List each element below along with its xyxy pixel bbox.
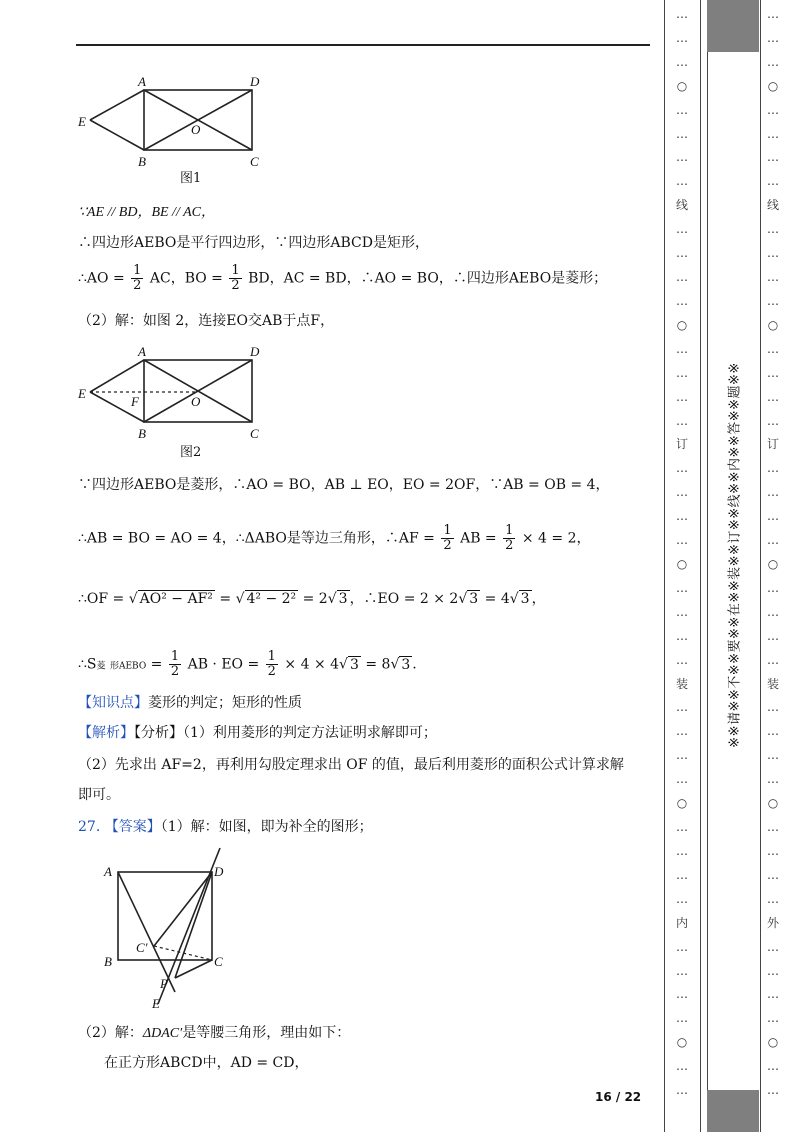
binding-mark: … xyxy=(767,987,779,1002)
binding-mark: … xyxy=(676,365,688,380)
binding-mark: … xyxy=(676,54,688,69)
binding-mark: … xyxy=(767,150,779,165)
line-5: ∵四边形AEBO是菱形，∴AO = BO，AB ⊥ EO，EO = 2OF，∵AB = OB = 4， xyxy=(78,477,610,493)
header-rule xyxy=(76,44,650,46)
binding-mark: … xyxy=(767,389,779,404)
binding-mark: … xyxy=(676,7,688,21)
binding-mark: … xyxy=(676,724,688,739)
binding-mark: … xyxy=(676,341,688,356)
line-2: ∴四边形AEBO是平行四边形，∵四边形ABCD是矩形， xyxy=(78,235,429,251)
analysis-line-2: （2）先求出 AF=2，再利用勾股定理求出 OF 的值，最后利用菱形的面积公式计算求解 xyxy=(78,757,624,773)
binding-circle: ○ xyxy=(676,557,688,571)
fig2-label-d: D xyxy=(250,344,260,359)
binding-mark: … xyxy=(767,7,779,21)
fig2-label-c: C xyxy=(250,426,259,441)
binding-mark: … xyxy=(767,293,779,308)
binding-mark: … xyxy=(676,628,688,643)
fig2-caption: 图2 xyxy=(180,445,202,460)
binding-mark: … xyxy=(767,30,779,45)
binding-left-column xyxy=(672,0,692,1132)
binding-mark: … xyxy=(767,748,779,763)
binding-mark: … xyxy=(767,652,779,667)
binding-right-column xyxy=(763,0,783,1132)
fig3-label-d: D xyxy=(214,864,224,879)
binding-circle: ○ xyxy=(676,796,688,811)
binding-mark: … xyxy=(767,867,779,882)
binding-mark: … xyxy=(767,1011,779,1026)
answer-tag: 【答案】 xyxy=(104,819,161,835)
binding-mark: … xyxy=(767,246,779,261)
binding-mark: … xyxy=(767,485,779,500)
binding-mark: … xyxy=(767,413,779,428)
binding-mark: … xyxy=(767,891,779,906)
binding-mark: 线 xyxy=(766,198,779,213)
binding-mark: … xyxy=(767,843,779,858)
binding-line-mid xyxy=(700,0,701,1132)
binding-mark: … xyxy=(767,341,779,356)
binding-mark: 订 xyxy=(675,437,688,452)
binding-mark: … xyxy=(767,1083,779,1098)
fig1-caption: 图1 xyxy=(180,171,202,186)
binding-mark: … xyxy=(676,1011,688,1026)
binding-mark: … xyxy=(676,270,688,285)
binding-mark: … xyxy=(767,580,779,595)
binding-mark: … xyxy=(676,580,688,595)
binding-mark: … xyxy=(676,652,688,667)
binding-mark: … xyxy=(676,413,688,428)
binding-mark: … xyxy=(767,365,779,380)
binding-mark: … xyxy=(767,772,779,787)
binding-circle: ○ xyxy=(767,78,779,93)
binding-mark: … xyxy=(767,604,779,619)
binding-mark: … xyxy=(676,867,688,882)
binding-mark: … xyxy=(676,748,688,763)
binding-mark: … xyxy=(676,891,688,906)
question-27: 27. 【答案】（1）解：如图，即为补全的图形； xyxy=(78,819,373,835)
binding-mark: 装 xyxy=(766,676,779,691)
binding-line-left xyxy=(664,0,665,1132)
binding-mark: … xyxy=(676,820,688,835)
binding-mark: … xyxy=(676,963,688,978)
binding-mark: … xyxy=(676,30,688,45)
binding-mark: … xyxy=(767,102,779,117)
binding-mark: … xyxy=(767,222,779,237)
binding-mark: … xyxy=(676,174,688,189)
binding-mark: … xyxy=(767,1059,779,1074)
fig1-label-o: O xyxy=(191,122,201,137)
analysis-line: 【解析】【分析】（1）利用菱形的判定方法证明求解即可； xyxy=(78,725,437,741)
binding-mark: … xyxy=(767,724,779,739)
binding-mark: … xyxy=(767,820,779,835)
binding-mark: … xyxy=(676,604,688,619)
fig3-label-a: A xyxy=(104,864,112,879)
binding-circle: ○ xyxy=(767,557,779,571)
binding-mark: … xyxy=(676,533,688,548)
line-4: （2）解：如图 2，连接EO交AB于点F， xyxy=(78,313,335,329)
binding-mark: … xyxy=(767,54,779,69)
binding-mark: … xyxy=(767,174,779,189)
binding-mark: … xyxy=(767,533,779,548)
fig1-label-e: E xyxy=(78,114,86,129)
binding-mark: … xyxy=(767,461,779,476)
fig1-label-c: C xyxy=(250,154,259,169)
fig3-label-p: P xyxy=(160,976,168,991)
binding-strip-top xyxy=(707,0,759,52)
binding-mark: … xyxy=(676,246,688,261)
line-3: ∴AO = $\frac{1}{2}$ AC，BO = $\frac{1}{2}$ BD，AC = BD，∴AO = BO，∴四边形AEBO是菱形； xyxy=(78,263,608,293)
fig2-label-e: E xyxy=(78,386,86,401)
figure-3 xyxy=(100,842,250,1014)
binding-circle: ○ xyxy=(676,317,688,332)
binding-circle: ○ xyxy=(676,78,688,93)
binding-mark: … xyxy=(767,509,779,524)
binding-mark: … xyxy=(676,843,688,858)
page-number: 16 / 22 xyxy=(595,1090,642,1104)
fig2-label-f: F xyxy=(131,394,139,409)
binding-circle: ○ xyxy=(676,1035,688,1050)
binding-mark: 装 xyxy=(675,676,688,691)
fig1-label-b: B xyxy=(138,154,146,169)
binding-mark: … xyxy=(676,700,688,715)
line-7: ∴OF = √ AO² − AF² = √ 4² − 2² = 2√ 3 ，∴EO = 2 × 2√ 3 = 4√ 3 ， xyxy=(78,591,546,607)
binding-strip-bottom xyxy=(707,1090,759,1132)
fig3-label-b: B xyxy=(104,954,112,969)
binding-mark: … xyxy=(767,628,779,643)
binding-circle: ○ xyxy=(767,796,779,811)
analysis-line-3: 即可。 xyxy=(78,787,120,803)
figure-1 xyxy=(76,72,276,190)
binding-mark: … xyxy=(676,461,688,476)
binding-mark: … xyxy=(676,126,688,141)
binding-mark: … xyxy=(767,939,779,954)
fig2-label-b: B xyxy=(138,426,146,441)
fig3-label-c-prime: C′ xyxy=(136,940,148,955)
fig3-label-e: E xyxy=(152,996,160,1011)
line-1: ∵AE // BD，BE // AC， xyxy=(78,205,215,220)
binding-mark: … xyxy=(767,963,779,978)
binding-mark: … xyxy=(676,222,688,237)
binding-mark: … xyxy=(676,772,688,787)
binding-mark: … xyxy=(676,939,688,954)
fig1-label-a: A xyxy=(138,74,146,89)
binding-mark: 外 xyxy=(766,915,779,930)
q27-part2-line2: 在正方形ABCD中，AD = CD， xyxy=(104,1055,309,1071)
fig2-label-o: O xyxy=(191,394,201,409)
binding-mark: 订 xyxy=(766,437,779,452)
fig1-label-d: D xyxy=(250,74,260,89)
binding-mark: … xyxy=(676,293,688,308)
binding-mark: 线 xyxy=(675,198,688,213)
binding-mark: … xyxy=(676,485,688,500)
binding-circle: ○ xyxy=(767,317,779,332)
binding-mark: … xyxy=(676,102,688,117)
binding-circle: ○ xyxy=(767,1035,779,1050)
fig2-label-a: A xyxy=(138,344,146,359)
binding-mark: … xyxy=(676,987,688,1002)
figure-2 xyxy=(76,342,276,462)
binding-mark: … xyxy=(676,1059,688,1074)
q27-part2: （2）解：ΔDAC′是等腰三角形，理由如下： xyxy=(78,1025,351,1041)
analysis-tag: 【解析】 xyxy=(78,725,134,741)
binding-mark: … xyxy=(767,270,779,285)
knowledge-point-tag: 【知识点】 xyxy=(78,695,148,711)
binding-mark: … xyxy=(767,126,779,141)
binding-mark: … xyxy=(767,700,779,715)
binding-mark: … xyxy=(676,1083,688,1098)
binding-mark: … xyxy=(676,389,688,404)
line-8: ∴S菱 形AEBO = $\frac{1}{2}$ AB · EO = $\frac{1}{2}$ × 4 × 4√ 3 = 8√ 3 . xyxy=(78,649,417,679)
knowledge-point: 【知识点】菱形的判定；矩形的性质 xyxy=(78,695,302,711)
line-6: ∴AB = BO = AO = 4，∴ΔABO是等边三角形，∴AF = $\frac{1}{2}$ AB = $\frac{1}{2}$ × 4 = 2， xyxy=(78,523,591,553)
binding-mark: … xyxy=(676,150,688,165)
binding-mark: 内 xyxy=(675,915,688,930)
binding-mark: … xyxy=(676,509,688,524)
fig3-label-c: C xyxy=(214,954,223,969)
binding-warning-text: ※※请※※不※※要※※在※※装※※订※※线※※内※※答※※题※※ xyxy=(727,362,743,748)
